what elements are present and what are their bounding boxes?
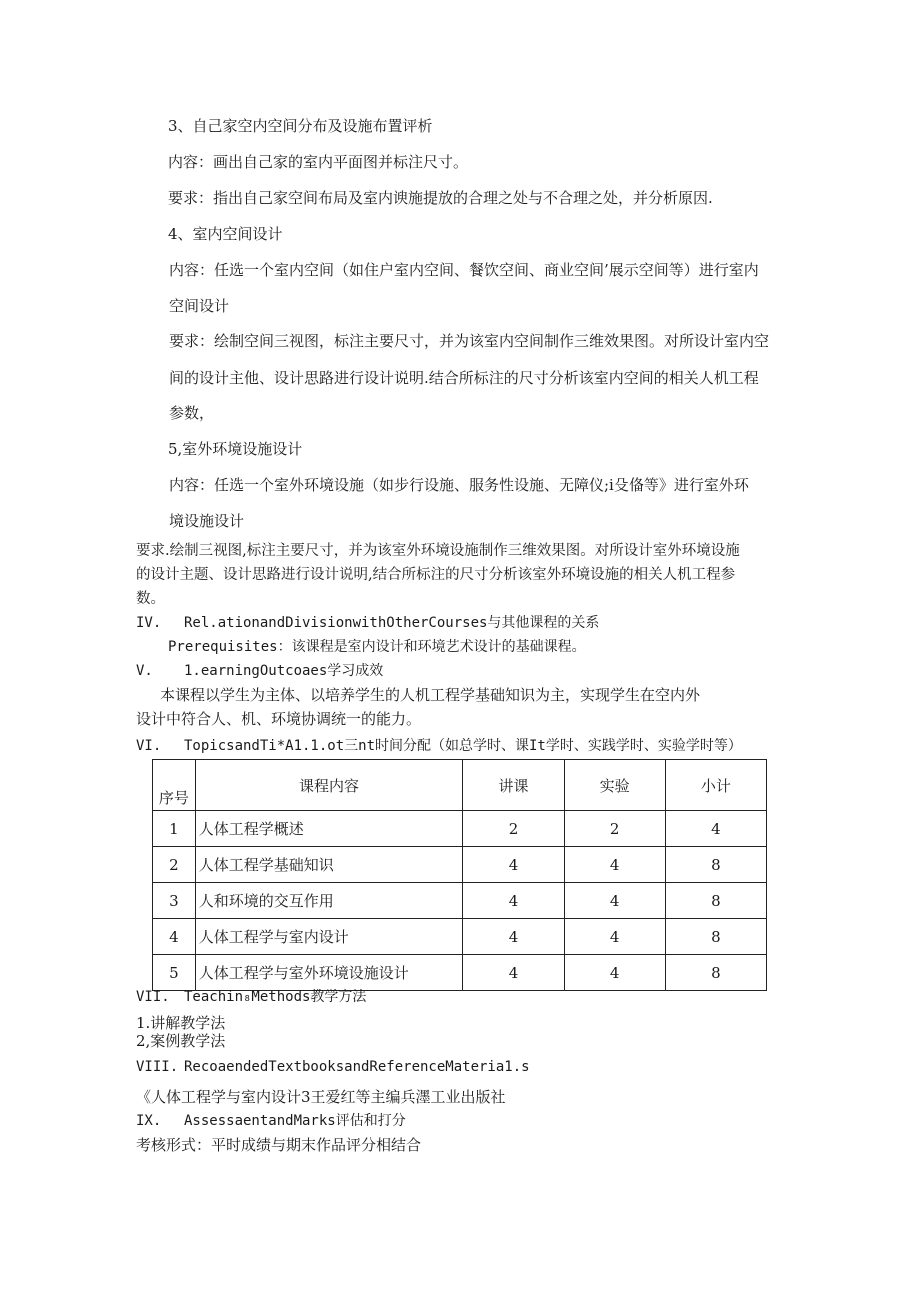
section-vi-number: VI. — [136, 738, 162, 754]
teaching-method-2: 2,案例教学法 — [136, 1032, 226, 1050]
s5-requirement-line3: 数。 — [136, 591, 165, 607]
cell-subtotal: 4 — [665, 811, 766, 847]
s5-requirement-line2: 的设计主题、设计思路进行设计说明,结合所标注的尺寸分析该室外环境设施的相关人机工程参 — [136, 567, 736, 583]
assessment-form: 考核形式：平时成绩与期末作品评分相结合 — [136, 1136, 422, 1154]
cell-no: 4 — [153, 919, 196, 955]
section-iv-prerequisites: Prerequisites：该课程是室内设计和环境艺术设计的基础课程。 — [168, 639, 586, 655]
cell-lecture: 4 — [463, 847, 564, 883]
table-header-row — [153, 760, 767, 811]
cell-lab: 2 — [564, 811, 665, 847]
table-row — [153, 847, 767, 883]
section-v-number: V. — [136, 663, 153, 679]
cell-lecture: 4 — [463, 919, 564, 955]
s4-content-line2: 空间设计 — [169, 297, 230, 315]
cell-no: 2 — [153, 847, 196, 883]
header-topic: 课程内容 — [195, 760, 463, 811]
teaching-method-1: 1.讲解教学法 — [136, 1014, 226, 1032]
s3-title: 3、自己家空内空间分布及设施布置评析 — [168, 117, 433, 135]
s3-requirement: 要求：指出自己家空间布局及室内谀施提放的合理之处与不合理之处，并分析原因. — [168, 189, 713, 207]
cell-subtotal: 8 — [665, 919, 766, 955]
s5-requirement-line1: 要求.绘制三视图,标注主要尺寸，并为该室外环境设施制作三维效果图。对所设计室外环境设施 — [136, 543, 740, 559]
s3-content: 内容：画出自己家的室内平面图并标注尺寸。 — [168, 153, 469, 171]
section-iv-title: Rel.ationandDivisionwithOtherCourses与其他课程的关系 — [184, 615, 600, 631]
s4-title: 4、室内空间设计 — [168, 225, 283, 243]
table-row — [153, 811, 767, 847]
cell-subtotal: 8 — [665, 883, 766, 919]
section-viii-number: VIII. — [136, 1059, 179, 1075]
s5-title: 5,室外环境设施设计 — [168, 440, 303, 458]
schedule-table — [152, 759, 767, 991]
cell-lab: 4 — [564, 883, 665, 919]
reference-book: 《人体工程学与室内设计3王爱红等主编兵濹工业出版社 — [136, 1088, 506, 1106]
section-v-title: 1.earningOutcoaes学习成效 — [184, 663, 384, 679]
section-ix-title: AssessaentandMarks评估和打分 — [184, 1113, 406, 1129]
cell-topic: 人体工程学基础知识 — [195, 847, 463, 883]
cell-no: 1 — [153, 811, 196, 847]
section-v-line2: 设计中符合人、机、环境协调统一的能力。 — [136, 710, 422, 728]
section-ix-number: IX. — [136, 1113, 162, 1129]
header-lecture: 讲课 — [463, 760, 564, 811]
table-row — [153, 919, 767, 955]
s5-content-line1: 内容：任选一个室外环境设施（如步行设施、服务性设施、无障仪;i殳俻等》进行室外环 — [169, 476, 749, 494]
s4-requirement-line3: 参数， — [169, 404, 215, 422]
header-lab: 实验 — [564, 760, 665, 811]
cell-no: 5 — [153, 955, 196, 991]
section-vi-title: TopicsandTi*A1.1.ot三nt时间分配（如总学时、课It学时、实践学时、实验学时等） — [184, 738, 742, 754]
header-subtotal: 小计 — [665, 760, 766, 811]
cell-subtotal: 8 — [665, 847, 766, 883]
cell-topic: 人和环境的交互作用 — [195, 883, 463, 919]
section-vii-title: Teachin₈Methods教学方法 — [184, 989, 367, 1005]
cell-lab: 4 — [564, 919, 665, 955]
s4-content-line1: 内容：任选一个室内空间（如住户室内空间、餐饮空间、商业空间’展示空间等）进行室内 — [169, 261, 759, 279]
s4-requirement-line1: 要求：绘制空间三视图，标注主要尺寸，并为该室内空间制作三维效果图。对所设计室内空 — [169, 332, 770, 350]
cell-lecture: 4 — [463, 955, 564, 991]
section-iv-number: IV. — [136, 615, 162, 631]
table-row — [153, 955, 767, 991]
cell-topic: 人体工程学与室内设计 — [195, 919, 463, 955]
s5-content-line2: 境设施设计 — [169, 512, 245, 530]
cell-topic: 人体工程学与室外环境设施设计 — [195, 955, 463, 991]
cell-subtotal: 8 — [665, 955, 766, 991]
cell-lab: 4 — [564, 955, 665, 991]
section-viii-title: RecoaendedTextbooksandReferenceMateria1.s — [184, 1059, 530, 1075]
section-v-line1: 本课程以学生为主体、以培养学生的人机工程学基础知识为主，实现学生在空内外 — [160, 686, 701, 704]
cell-lecture: 4 — [463, 883, 564, 919]
cell-topic: 人体工程学概述 — [195, 811, 463, 847]
cell-lecture: 2 — [463, 811, 564, 847]
header-no: 序号 — [153, 760, 196, 811]
cell-no: 3 — [153, 883, 196, 919]
s4-requirement-line2: 间的设计主他、设计思路进行设计说明.结合所标注的尺寸分析该室内空间的相关人机工程 — [169, 369, 759, 387]
section-vii-number: VII. — [136, 989, 170, 1005]
table-row — [153, 883, 767, 919]
cell-lab: 4 — [564, 847, 665, 883]
